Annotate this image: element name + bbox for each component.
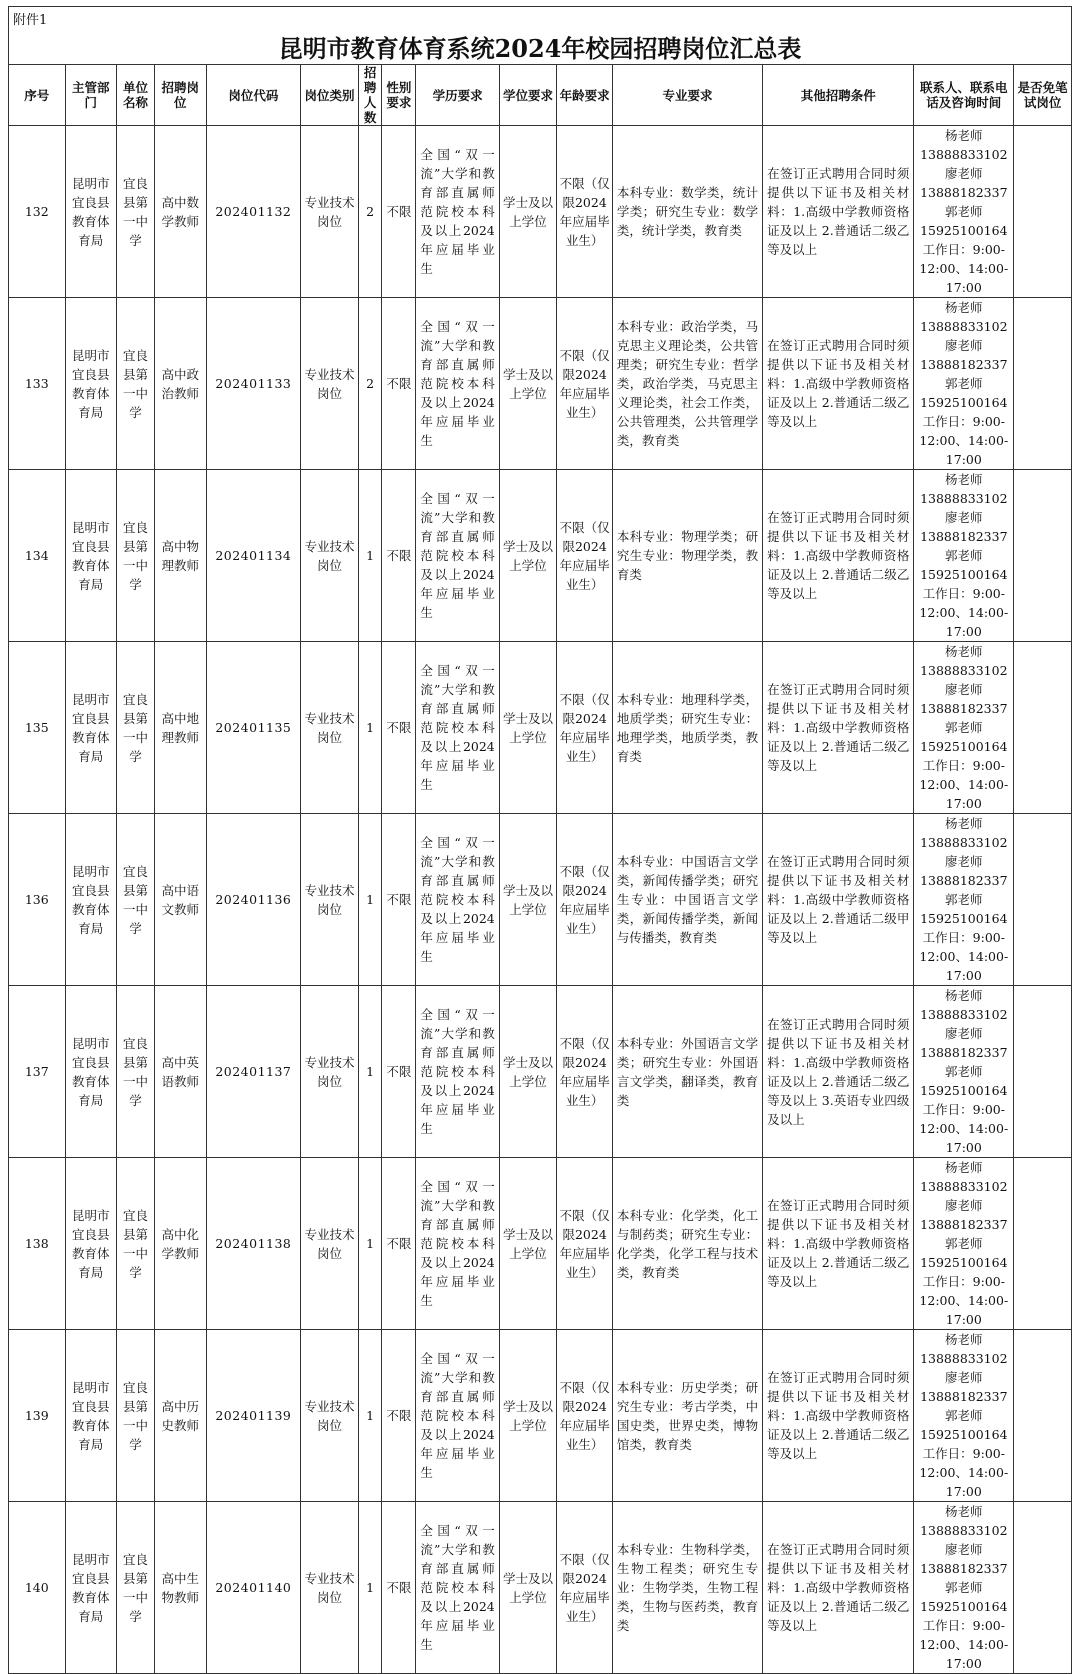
- table-row: [9, 1502, 1072, 1674]
- education-requirement: 全国“双一流”大学和教育部直属师范院校本科及以上2024年应届毕业生: [416, 986, 499, 1158]
- recruitment-post: 高中生物教师: [155, 1502, 206, 1674]
- post-code: 202401135: [206, 642, 301, 814]
- education-requirement: 全国“双一流”大学和教育部直属师范院校本科及以上2024年应届毕业生: [416, 1158, 499, 1330]
- gender-requirement: 不限: [382, 298, 416, 470]
- gender-requirement: 不限: [382, 986, 416, 1158]
- table-row: [9, 298, 1072, 470]
- degree-requirement: 学士及以上学位: [499, 986, 557, 1158]
- education-requirement: 全国“双一流”大学和教育部直属师范院校本科及以上2024年应届毕业生: [416, 470, 499, 642]
- recruitment-count: 1: [358, 1158, 382, 1330]
- post-category: 专业技术岗位: [301, 814, 359, 986]
- degree-requirement: 学士及以上学位: [499, 1158, 557, 1330]
- major-requirement: 本科专业：外国语言文学类；研究生专业：外国语言文学类，翻译类，教育类: [612, 986, 762, 1158]
- gender-requirement: 不限: [382, 642, 416, 814]
- age-requirement: 不限（仅限2024年应届毕业生）: [557, 1502, 613, 1674]
- degree-requirement: 学士及以上学位: [499, 1502, 557, 1674]
- major-requirement: 本科专业：历史学类；研究生专业：考古学类，中国史类，世界史类，博物馆类，教育类: [612, 1330, 762, 1502]
- post-code: 202401132: [206, 126, 301, 298]
- recruitment-count: 1: [358, 814, 382, 986]
- exam-exempt: [1014, 126, 1072, 298]
- column-header: 专业要求: [612, 65, 762, 126]
- unit-name: 宜良县第一中学: [117, 1502, 155, 1674]
- other-conditions: 在签订正式聘用合同时须提供以下证书及相关材料：1.高级中学教师资格证及以上 2.普通话二级乙等及以上: [763, 470, 914, 642]
- gender-requirement: 不限: [382, 1502, 416, 1674]
- exam-exempt: [1014, 986, 1072, 1158]
- table-title: 昆明市教育体育系统2024年校园招聘岗位汇总表: [9, 29, 1072, 65]
- recruitment-post: 高中地理教师: [155, 642, 206, 814]
- exam-exempt: [1014, 298, 1072, 470]
- major-requirement: 本科专业：化学类，化工与制药类；研究生专业：化学类，化学工程与技术类，教育类: [612, 1158, 762, 1330]
- row-number: 136: [9, 814, 66, 986]
- exam-exempt: [1014, 814, 1072, 986]
- post-code: 202401136: [206, 814, 301, 986]
- recruitment-count: 2: [358, 298, 382, 470]
- supervising-department: 昆明市宜良县教育体育局: [65, 470, 116, 642]
- education-requirement: 全国“双一流”大学和教育部直属师范院校本科及以上2024年应届毕业生: [416, 814, 499, 986]
- row-number: 133: [9, 298, 66, 470]
- unit-name: 宜良县第一中学: [117, 1330, 155, 1502]
- major-requirement: 本科专业：数学类，统计学类；研究生专业：数学类，统计学类，教育类: [612, 126, 762, 298]
- education-requirement: 全国“双一流”大学和教育部直属师范院校本科及以上2024年应届毕业生: [416, 1502, 499, 1674]
- contact-info: 杨老师 13888833102 廖老师 13888182337 郭老师 15925100164 工作日：9:00-12:00、14:00-17:00: [914, 298, 1014, 470]
- age-requirement: 不限（仅限2024年应届毕业生）: [557, 986, 613, 1158]
- unit-name: 宜良县第一中学: [117, 642, 155, 814]
- header-row: [9, 65, 1072, 126]
- exam-exempt: [1014, 1502, 1072, 1674]
- recruitment-count: 1: [358, 470, 382, 642]
- degree-requirement: 学士及以上学位: [499, 470, 557, 642]
- other-conditions: 在签订正式聘用合同时须提供以下证书及相关材料：1.高级中学教师资格证及以上 2.普通话二级甲等及以上: [763, 814, 914, 986]
- post-category: 专业技术岗位: [301, 642, 359, 814]
- degree-requirement: 学士及以上学位: [499, 642, 557, 814]
- row-number: 139: [9, 1330, 66, 1502]
- contact-info: 杨老师 13888833102 廖老师 13888182337 郭老师 15925100164 工作日：9:00-12:00、14:00-17:00: [914, 1502, 1014, 1674]
- unit-name: 宜良县第一中学: [117, 986, 155, 1158]
- contact-info: 杨老师 13888833102 廖老师 13888182337 郭老师 15925100164 工作日：9:00-12:00、14:00-17:00: [914, 814, 1014, 986]
- recruitment-post: 高中化学教师: [155, 1158, 206, 1330]
- recruitment-count: 1: [358, 1502, 382, 1674]
- recruitment-post: 高中英语教师: [155, 986, 206, 1158]
- table-row: [9, 642, 1072, 814]
- post-category: 专业技术岗位: [301, 470, 359, 642]
- row-number: 134: [9, 470, 66, 642]
- column-header: 序号: [9, 65, 66, 126]
- recruitment-post: 高中政治教师: [155, 298, 206, 470]
- document-page: [8, 6, 1072, 1674]
- row-number: 140: [9, 1502, 66, 1674]
- post-category: 专业技术岗位: [301, 1158, 359, 1330]
- column-header: 岗位类别: [301, 65, 359, 126]
- other-conditions: 在签订正式聘用合同时须提供以下证书及相关材料：1.高级中学教师资格证及以上 2.普通话二级乙等及以上: [763, 1502, 914, 1674]
- unit-name: 宜良县第一中学: [117, 298, 155, 470]
- contact-info: 杨老师 13888833102 廖老师 13888182337 郭老师 15925100164 工作日：9:00-12:00、14:00-17:00: [914, 986, 1014, 1158]
- gender-requirement: 不限: [382, 1158, 416, 1330]
- gender-requirement: 不限: [382, 814, 416, 986]
- supervising-department: 昆明市宜良县教育体育局: [65, 1330, 116, 1502]
- column-header: 学位要求: [499, 65, 557, 126]
- gender-requirement: 不限: [382, 126, 416, 298]
- education-requirement: 全国“双一流”大学和教育部直属师范院校本科及以上2024年应届毕业生: [416, 642, 499, 814]
- supervising-department: 昆明市宜良县教育体育局: [65, 814, 116, 986]
- gender-requirement: 不限: [382, 470, 416, 642]
- unit-name: 宜良县第一中学: [117, 470, 155, 642]
- column-header: 联系人、联系电话及咨询时间: [914, 65, 1014, 126]
- column-header: 性别要求: [382, 65, 416, 126]
- other-conditions: 在签订正式聘用合同时须提供以下证书及相关材料：1.高级中学教师资格证及以上 2.普通话二级乙等及以上: [763, 1330, 914, 1502]
- supervising-department: 昆明市宜良县教育体育局: [65, 986, 116, 1158]
- unit-name: 宜良县第一中学: [117, 814, 155, 986]
- recruitment-post: 高中数学教师: [155, 126, 206, 298]
- column-header: 是否免笔试岗位: [1014, 65, 1072, 126]
- exam-exempt: [1014, 470, 1072, 642]
- row-number: 138: [9, 1158, 66, 1330]
- table-row: [9, 1158, 1072, 1330]
- recruitment-count: 1: [358, 986, 382, 1158]
- column-header: 学历要求: [416, 65, 499, 126]
- column-header: 年龄要求: [557, 65, 613, 126]
- recruitment-post: 高中语文教师: [155, 814, 206, 986]
- contact-info: 杨老师 13888833102 廖老师 13888182337 郭老师 15925100164 工作日：9:00-12:00、14:00-17:00: [914, 642, 1014, 814]
- education-requirement: 全国“双一流”大学和教育部直属师范院校本科及以上2024年应届毕业生: [416, 298, 499, 470]
- unit-name: 宜良县第一中学: [117, 126, 155, 298]
- age-requirement: 不限（仅限2024年应届毕业生）: [557, 126, 613, 298]
- post-category: 专业技术岗位: [301, 126, 359, 298]
- contact-info: 杨老师 13888833102 廖老师 13888182337 郭老师 15925100164 工作日：9:00-12:00、14:00-17:00: [914, 470, 1014, 642]
- age-requirement: 不限（仅限2024年应届毕业生）: [557, 814, 613, 986]
- column-header: 岗位代码: [206, 65, 301, 126]
- major-requirement: 本科专业：物理学类；研究生专业：物理学类，教育类: [612, 470, 762, 642]
- post-category: 专业技术岗位: [301, 986, 359, 1158]
- row-number: 135: [9, 642, 66, 814]
- supervising-department: 昆明市宜良县教育体育局: [65, 1158, 116, 1330]
- exam-exempt: [1014, 642, 1072, 814]
- post-code: 202401134: [206, 470, 301, 642]
- other-conditions: 在签订正式聘用合同时须提供以下证书及相关材料：1.高级中学教师资格证及以上 2.普通话二级乙等及以上: [763, 298, 914, 470]
- recruitment-post: 高中物理教师: [155, 470, 206, 642]
- age-requirement: 不限（仅限2024年应届毕业生）: [557, 298, 613, 470]
- major-requirement: 本科专业：生物科学类，生物工程类；研究生专业：生物学类，生物工程类，生物与医药类，教育类: [612, 1502, 762, 1674]
- post-category: 专业技术岗位: [301, 298, 359, 470]
- recruitment-count: 1: [358, 642, 382, 814]
- age-requirement: 不限（仅限2024年应届毕业生）: [557, 1330, 613, 1502]
- degree-requirement: 学士及以上学位: [499, 298, 557, 470]
- recruitment-count: 2: [358, 126, 382, 298]
- post-code: 202401140: [206, 1502, 301, 1674]
- degree-requirement: 学士及以上学位: [499, 126, 557, 298]
- column-header: 主管部门: [65, 65, 116, 126]
- contact-info: 杨老师 13888833102 廖老师 13888182337 郭老师 15925100164 工作日：9:00-12:00、14:00-17:00: [914, 126, 1014, 298]
- table-row: [9, 1330, 1072, 1502]
- post-category: 专业技术岗位: [301, 1330, 359, 1502]
- major-requirement: 本科专业：地理科学类，地质学类；研究生专业：地理学类，地质学类，教育类: [612, 642, 762, 814]
- education-requirement: 全国“双一流”大学和教育部直属师范院校本科及以上2024年应届毕业生: [416, 126, 499, 298]
- column-header: 招聘岗位: [155, 65, 206, 126]
- table-row: [9, 470, 1072, 642]
- column-header: 单位名称: [117, 65, 155, 126]
- other-conditions: 在签订正式聘用合同时须提供以下证书及相关材料：1.高级中学教师资格证及以上 2.普通话二级乙等及以上: [763, 126, 914, 298]
- table-row: [9, 126, 1072, 298]
- recruitment-count: 1: [358, 1330, 382, 1502]
- age-requirement: 不限（仅限2024年应届毕业生）: [557, 470, 613, 642]
- major-requirement: 本科专业：中国语言文学类，新闻传播学类；研究生专业：中国语言文学类，新闻传播学类，新闻与传播类，教育类: [612, 814, 762, 986]
- post-code: 202401139: [206, 1330, 301, 1502]
- post-code: 202401137: [206, 986, 301, 1158]
- row-number: 137: [9, 986, 66, 1158]
- row-number: 132: [9, 126, 66, 298]
- supervising-department: 昆明市宜良县教育体育局: [65, 126, 116, 298]
- column-header: 其他招聘条件: [763, 65, 914, 126]
- supervising-department: 昆明市宜良县教育体育局: [65, 642, 116, 814]
- other-conditions: 在签订正式聘用合同时须提供以下证书及相关材料：1.高级中学教师资格证及以上 2.普通话二级乙等及以上: [763, 1158, 914, 1330]
- attachment-label: 附件1: [9, 7, 1072, 30]
- degree-requirement: 学士及以上学位: [499, 1330, 557, 1502]
- degree-requirement: 学士及以上学位: [499, 814, 557, 986]
- exam-exempt: [1014, 1158, 1072, 1330]
- age-requirement: 不限（仅限2024年应届毕业生）: [557, 1158, 613, 1330]
- supervising-department: 昆明市宜良县教育体育局: [65, 298, 116, 470]
- table-row: [9, 986, 1072, 1158]
- other-conditions: 在签订正式聘用合同时须提供以下证书及相关材料：1.高级中学教师资格证及以上 2.普通话二级乙等及以上: [763, 642, 914, 814]
- table-row: [9, 814, 1072, 986]
- post-category: 专业技术岗位: [301, 1502, 359, 1674]
- post-code: 202401138: [206, 1158, 301, 1330]
- contact-info: 杨老师 13888833102 廖老师 13888182337 郭老师 15925100164 工作日：9:00-12:00、14:00-17:00: [914, 1330, 1014, 1502]
- contact-info: 杨老师 13888833102 廖老师 13888182337 郭老师 15925100164 工作日：9:00-12:00、14:00-17:00: [914, 1158, 1014, 1330]
- post-code: 202401133: [206, 298, 301, 470]
- other-conditions: 在签订正式聘用合同时须提供以下证书及相关材料：1.高级中学教师资格证及以上 2.普通话二级乙等及以上 3.英语专业四级及以上: [763, 986, 914, 1158]
- recruitment-table: [8, 6, 1072, 1674]
- education-requirement: 全国“双一流”大学和教育部直属师范院校本科及以上2024年应届毕业生: [416, 1330, 499, 1502]
- supervising-department: 昆明市宜良县教育体育局: [65, 1502, 116, 1674]
- column-header: 招聘人数: [358, 65, 382, 126]
- recruitment-post: 高中历史教师: [155, 1330, 206, 1502]
- major-requirement: 本科专业：政治学类，马克思主义理论类，公共管理类；研究生专业：哲学类，政治学类，马克思主义理论类，社会工作类，公共管理类，公共管理学类，教育类: [612, 298, 762, 470]
- exam-exempt: [1014, 1330, 1072, 1502]
- unit-name: 宜良县第一中学: [117, 1158, 155, 1330]
- age-requirement: 不限（仅限2024年应届毕业生）: [557, 642, 613, 814]
- gender-requirement: 不限: [382, 1330, 416, 1502]
